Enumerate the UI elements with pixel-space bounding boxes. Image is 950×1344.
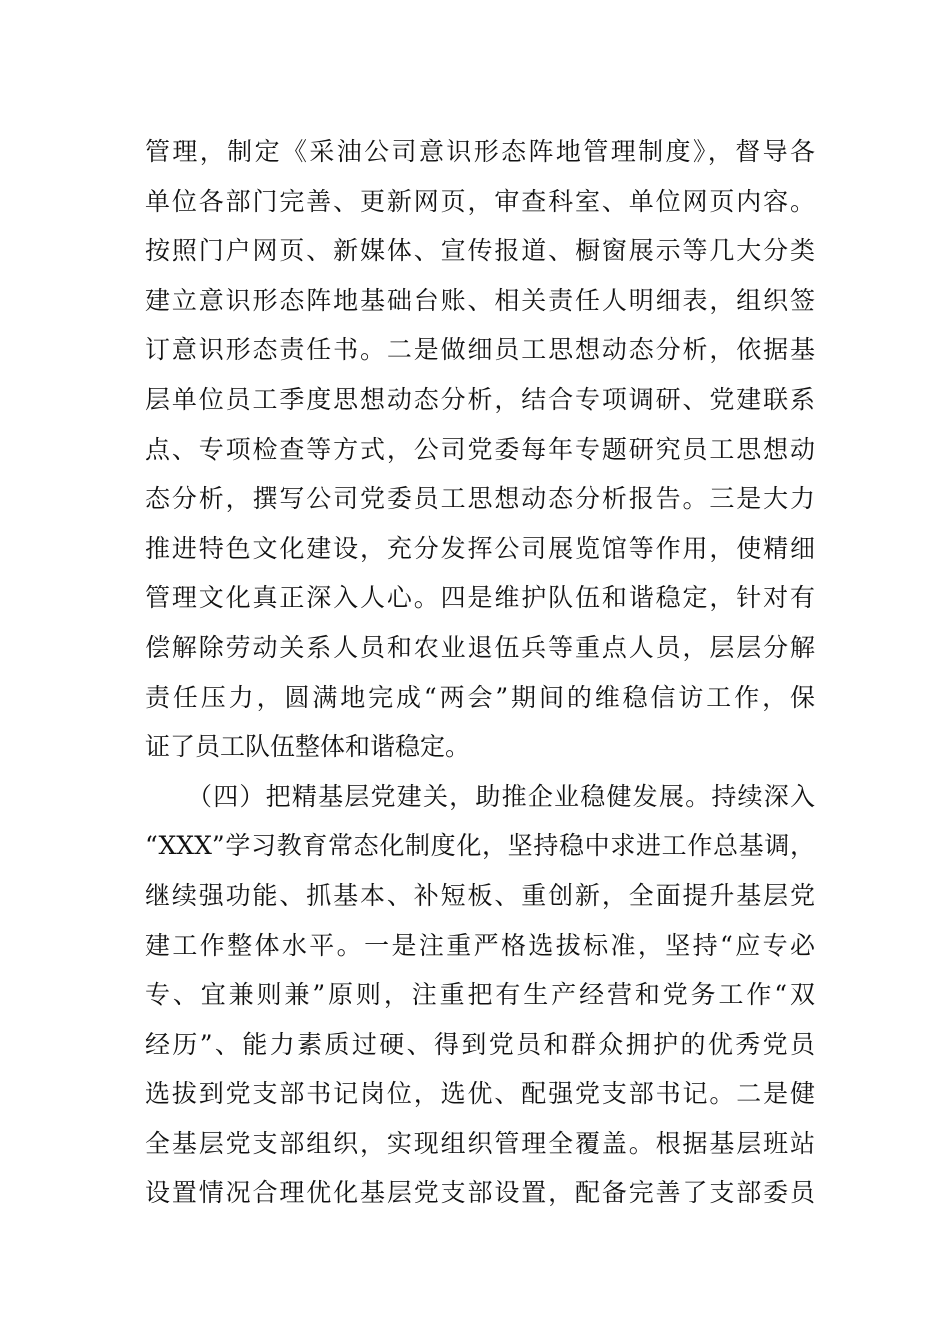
text-line: 专、宜兼则兼”原则，注重把有生产经营和党务工作“双 — [145, 980, 815, 1010]
body-text — [145, 127, 815, 1218]
text-line: 点、专项检查等方式，公司党委每年专题研究员工思想动 — [145, 434, 815, 464]
text-line: 继续强功能、抓基本、补短板、重创新，全面提升基层党 — [145, 880, 815, 910]
text-line: 设置情况合理优化基层党支部设置，配备完善了支部委员 — [145, 1178, 815, 1208]
text-line: 责任压力，圆满地完成“两会”期间的维稳信访工作，保 — [145, 682, 815, 712]
text-line: 全基层党支部组织，实现组织管理全覆盖。根据基层班站 — [145, 1128, 815, 1158]
text-line: 推进特色文化建设，充分发挥公司展览馆等作用，使精细 — [145, 533, 815, 563]
text-line: “XXX”学习教育常态化制度化，坚持稳中求进工作总基调， — [145, 831, 815, 861]
text-line: 选拔到党支部书记岗位，选优、配强党支部书记。二是健 — [145, 1079, 815, 1109]
text-line: 管理，制定《采油公司意识形态阵地管理制度》，督导各 — [145, 137, 815, 166]
text-line: 建工作整体水平。一是注重严格选拔标准，坚持“应专必 — [145, 930, 815, 960]
text-line: 层单位员工季度思想动态分析，结合专项调研、党建联系 — [145, 384, 815, 414]
text-line: 态分析，撰写公司党委员工思想动态分析报告。三是大力 — [145, 484, 815, 514]
text-line: 订意识形态责任书。二是做细员工思想动态分析，依据基 — [145, 335, 815, 365]
text-line: 管理文化真正深入人心。四是维护队伍和谐稳定，针对有 — [145, 583, 815, 613]
paragraph-last-line: 证了员工队伍整体和谐稳定。 — [145, 732, 471, 762]
text-line: 经历”、能力素质过硬、得到党员和群众拥护的优秀党员 — [145, 1029, 815, 1059]
text-line: 按照门户网页、新媒体、宣传报道、橱窗展示等几大分类 — [145, 236, 815, 266]
text-line: 偿解除劳动关系人员和农业退伍兵等重点人员，层层分解 — [145, 632, 815, 662]
section-heading-line: （四）把精基层党建关，助推企业稳健发展。持续深入 — [187, 781, 815, 811]
text-line: 单位各部门完善、更新网页，审查科室、单位网页内容。 — [145, 186, 815, 216]
text-line: 建立意识形态阵地基础台账、相关责任人明细表，组织签 — [145, 285, 815, 315]
